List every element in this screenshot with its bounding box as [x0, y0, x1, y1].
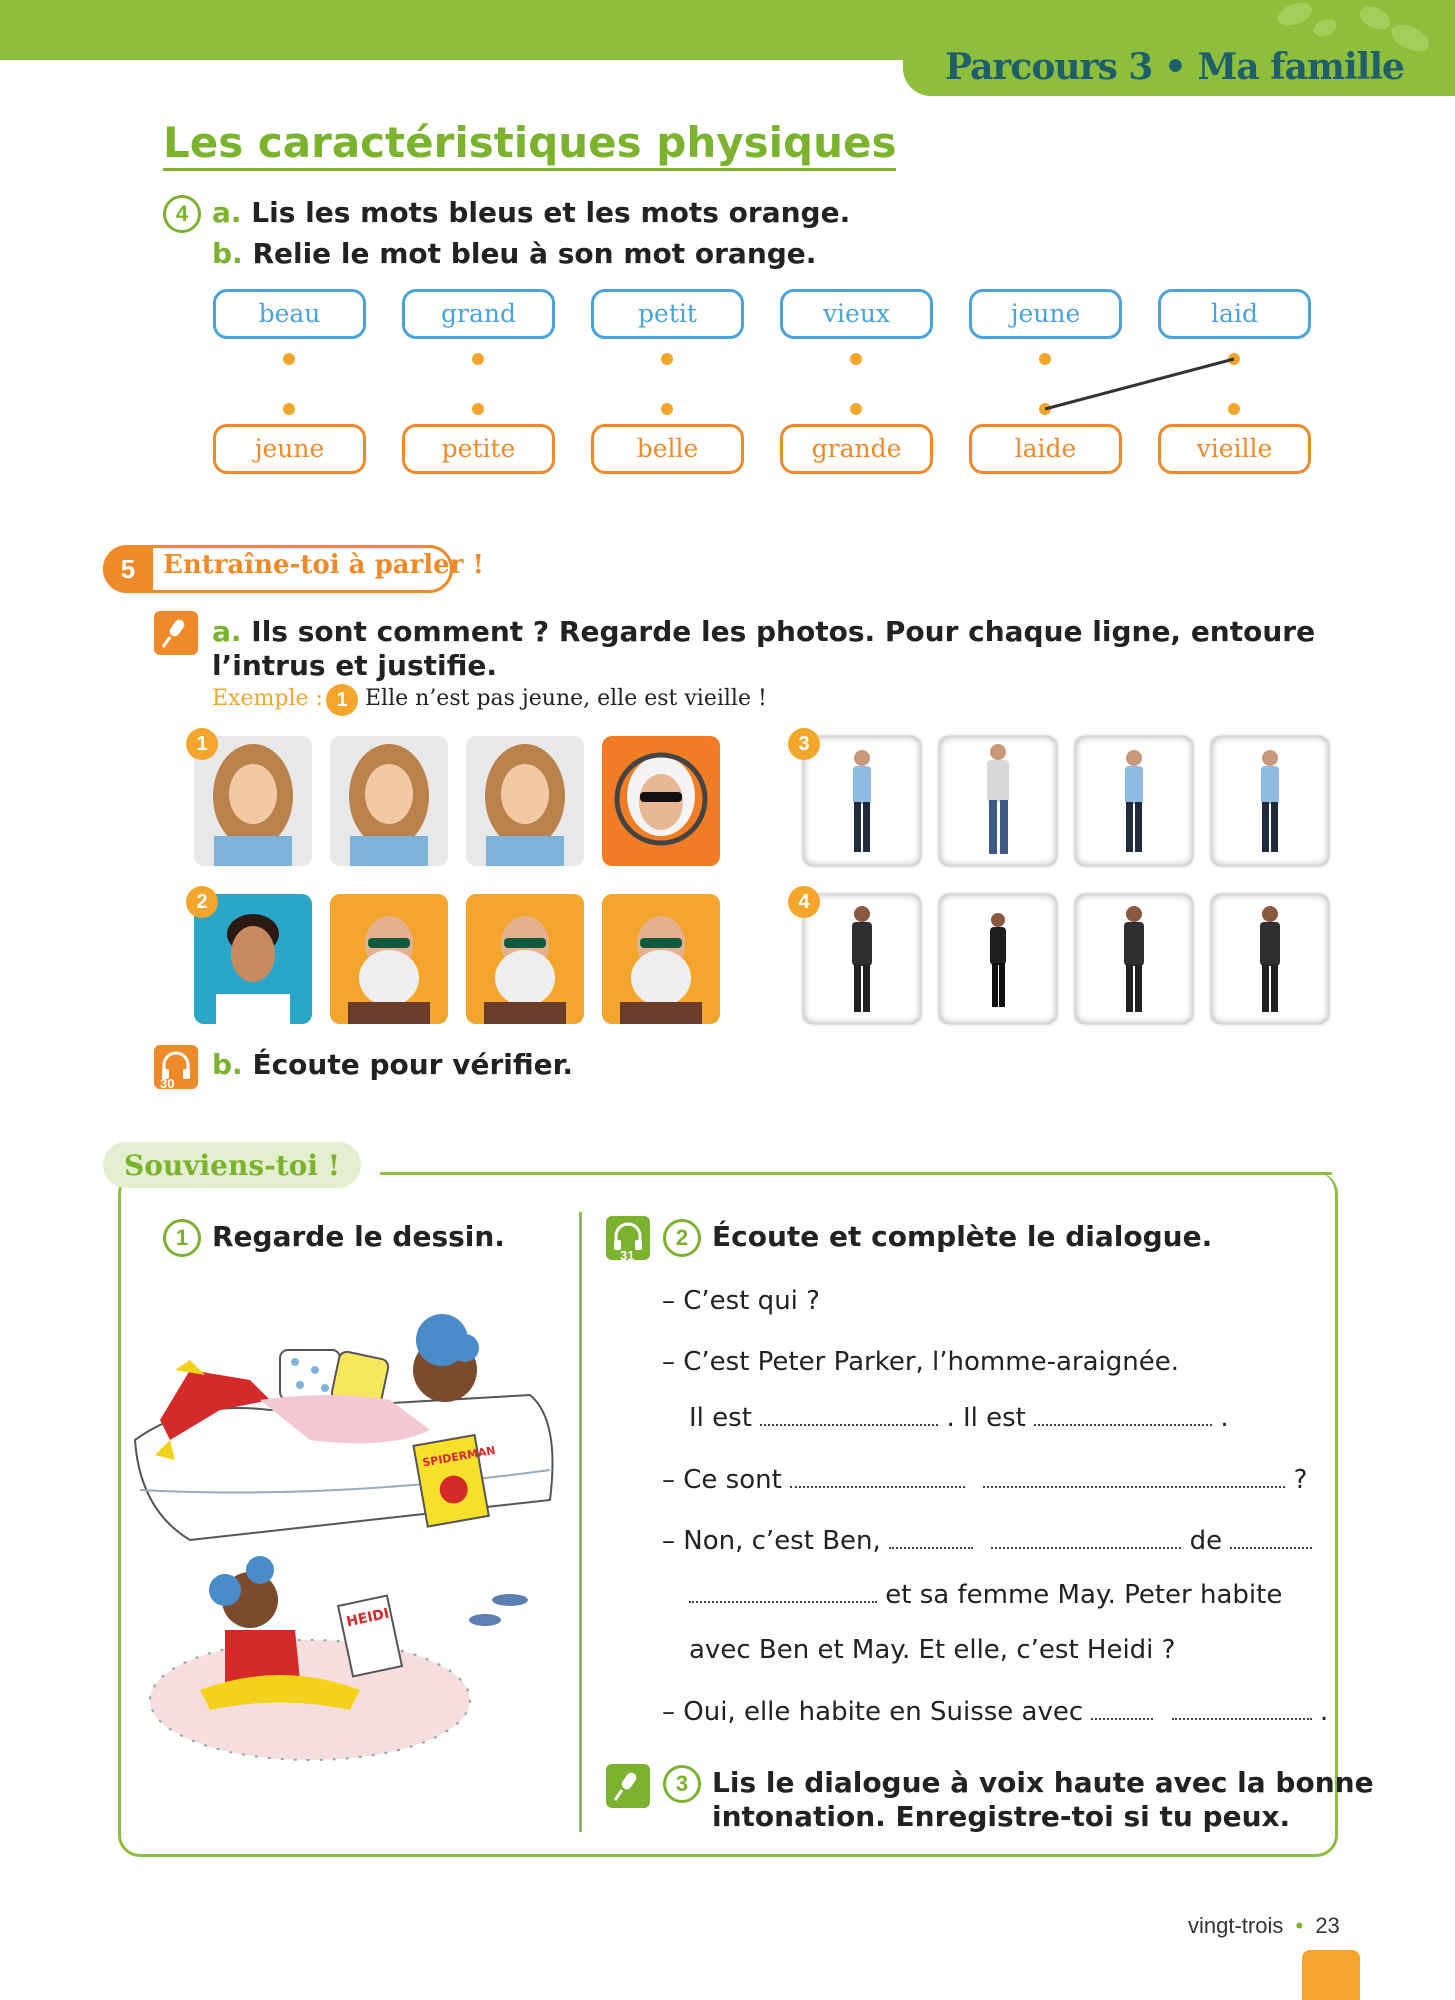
souviens-q2-text: Écoute et complète le dialogue.: [712, 1220, 1213, 1253]
photo-man-standing[interactable]: [1075, 736, 1193, 866]
photo-woman-standing[interactable]: [1075, 894, 1193, 1024]
row-number-4: 4: [788, 886, 820, 918]
ex5-instruction-a: [212, 615, 1332, 683]
souviens-q1-text: Regarde le dessin.: [212, 1220, 505, 1253]
orange-word-jeune: jeune: [213, 424, 366, 474]
blue-word-laid: laid: [1158, 289, 1311, 339]
dialogue-line-6: [689, 1580, 1282, 1610]
blank-field[interactable]: [1230, 1545, 1312, 1549]
souviens-q3-text: [712, 1766, 1374, 1834]
photo-man-standing[interactable]: [803, 736, 921, 866]
orange-word-grande: grande: [780, 424, 933, 474]
photo-man-standing[interactable]: [1211, 736, 1329, 866]
dialogue-line-1: – C’est qui ?: [662, 1286, 820, 1316]
dialogue-line-8b: .: [1319, 1697, 1329, 1727]
blank-field[interactable]: [1172, 1716, 1312, 1720]
dialogue-line-2: – C’est Peter Parker, l’homme-araignée.: [662, 1347, 1179, 1377]
ex5-letter-a: a.: [212, 615, 242, 648]
blank-field[interactable]: [790, 1484, 965, 1488]
example-badge: 1: [326, 684, 358, 716]
photo-old-woman-circled[interactable]: [602, 736, 720, 866]
blue-word-jeune: jeune: [969, 289, 1122, 339]
row-number-2: 2: [186, 886, 218, 918]
microphone-icon[interactable]: [606, 1764, 650, 1808]
ex5-text-b: Écoute pour vérifier.: [252, 1048, 574, 1081]
souviens-number-3: 3: [663, 1765, 701, 1803]
photo-man-standing[interactable]: [939, 736, 1057, 866]
ex4-letter-b: b.: [212, 237, 243, 270]
page-number: [1188, 1913, 1340, 1939]
page-corner-tab: [1302, 1950, 1360, 2000]
blank-field[interactable]: [689, 1599, 877, 1603]
orange-word-vieille: vieille: [1158, 424, 1311, 474]
blank-field[interactable]: [991, 1545, 1181, 1549]
blank-field[interactable]: [760, 1422, 938, 1426]
dialogue-line-8: [662, 1697, 1328, 1727]
dialogue-line-5a: – Non, c’est Ben,: [662, 1526, 881, 1556]
photo-young-woman[interactable]: [330, 736, 448, 866]
photo-woman-standing[interactable]: [1211, 894, 1329, 1024]
dialogue-line-6-text: et sa femme May. Peter habite: [885, 1580, 1283, 1610]
ex5-instruction-b: [212, 1048, 573, 1081]
row-number-3: 3: [788, 728, 820, 760]
header-tab-title: Parcours 3 • Ma famille: [945, 46, 1404, 88]
column-divider: [579, 1212, 582, 1832]
audio-track-30: 30: [160, 1076, 175, 1091]
book-cover-title: HEIDI: [345, 1605, 391, 1631]
page-number-word: vingt-trois: [1188, 1913, 1284, 1938]
souviens-q3-line-2: intonation. Enregistre-toi si tu peux.: [712, 1800, 1291, 1833]
row-number-1: 1: [186, 728, 218, 760]
orange-word-petite: petite: [402, 424, 555, 474]
ex5-text-a: Ils sont comment ? Regarde les photos. Pour chaque ligne, entoure l’intrus et justifie.: [212, 615, 1316, 682]
dialogue-line-8a: – Oui, elle habite en Suisse avec: [662, 1697, 1084, 1727]
audio-track-31: 31: [620, 1248, 635, 1263]
dialogue-line-5: [662, 1526, 1312, 1556]
blank-field[interactable]: [889, 1545, 973, 1549]
example-text: Elle n’est pas jeune, elle est vieille !: [365, 686, 767, 711]
ex4-text-a: Lis les mots bleus et les mots orange.: [251, 196, 851, 229]
ex5-letter-b: b.: [212, 1048, 243, 1081]
blank-field[interactable]: [983, 1484, 1285, 1488]
blue-word-petit: petit: [591, 289, 744, 339]
photo-old-man[interactable]: [466, 894, 584, 1024]
photo-woman-standing[interactable]: [803, 894, 921, 1024]
section-5-number: 5: [103, 545, 153, 593]
page-number-digits: 23: [1315, 1913, 1340, 1938]
blue-word-beau: beau: [213, 289, 366, 339]
dialogue-line-3a: Il est: [689, 1403, 752, 1433]
microphone-icon: [154, 611, 198, 655]
blue-word-vieux: vieux: [780, 289, 933, 339]
section-5-title: Entraîne-toi à parler !: [163, 550, 484, 580]
illustration-children-reading: [130, 1300, 570, 1780]
dialogue-line-3: [689, 1403, 1229, 1433]
dialogue-line-3c: .: [1220, 1403, 1229, 1433]
souviens-number-2: 2: [663, 1219, 701, 1257]
page-number-bullet: •: [1295, 1913, 1304, 1938]
photo-old-man[interactable]: [330, 894, 448, 1024]
dialogue-line-5b: de: [1189, 1526, 1223, 1556]
orange-word-laide: laide: [969, 424, 1122, 474]
ex4-text-b: Relie le mot bleu à son mot orange.: [252, 237, 817, 270]
dialogue-line-3b: . Il est: [946, 1403, 1026, 1433]
souviens-title: Souviens-toi !: [124, 1149, 341, 1182]
blue-word-grand: grand: [402, 289, 555, 339]
photo-young-woman[interactable]: [466, 736, 584, 866]
dialogue-line-4b: ?: [1293, 1465, 1308, 1495]
blank-field[interactable]: [1034, 1422, 1212, 1426]
exercise-number-4: 4: [163, 195, 201, 233]
orange-word-belle: belle: [591, 424, 744, 474]
photo-old-man[interactable]: [602, 894, 720, 1024]
dialogue-line-4a: – Ce sont: [662, 1465, 782, 1495]
ex4-letter-a: a.: [212, 196, 242, 229]
souviens-frame-topline: [380, 1172, 1332, 1175]
souviens-q3-line-1: Lis le dialogue à voix haute avec la bonne: [712, 1766, 1374, 1799]
page-title: Les caractéristiques physiques: [163, 120, 896, 171]
comic-cover-title: SPIDERMAN: [421, 1443, 497, 1470]
dialogue-line-4: [662, 1465, 1307, 1495]
dialogue-line-7: avec Ben et May. Et elle, c’est Heidi ?: [689, 1635, 1176, 1665]
blank-field[interactable]: [1091, 1716, 1153, 1720]
souviens-number-1: 1: [163, 1219, 201, 1257]
photo-woman-standing[interactable]: [939, 894, 1057, 1024]
example-label: Exemple :: [212, 686, 323, 711]
